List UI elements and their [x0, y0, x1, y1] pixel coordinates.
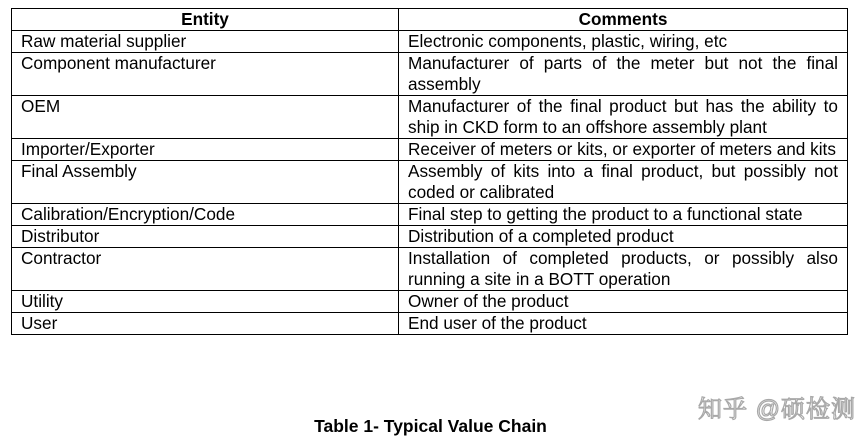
comment-cell: Installation of completed products, or possibly also running a site in a BOTT operation	[399, 248, 848, 291]
table-row	[12, 248, 848, 291]
comment-cell: Distribution of a completed product	[399, 226, 848, 248]
entity-cell: OEM	[12, 96, 399, 139]
entity-cell: Raw material supplier	[12, 31, 399, 53]
entity-cell: User	[12, 313, 399, 335]
comment-cell: Assembly of kits into a final product, but possibly not coded or calibrated	[399, 161, 848, 204]
comment-cell: Electronic components, plastic, wiring, etc	[399, 31, 848, 53]
comment-cell: Manufacturer of the final product but has the ability to ship in CKD form to an offshore assembly plant	[399, 96, 848, 139]
entity-cell: Component manufacturer	[12, 53, 399, 96]
table-row	[12, 313, 848, 335]
table-row	[12, 53, 848, 96]
watermark: 知乎 @硕检测	[698, 396, 857, 423]
entity-cell: Utility	[12, 291, 399, 313]
value-chain-table	[11, 8, 848, 335]
table-caption	[0, 415, 865, 437]
entity-cell: Contractor	[12, 248, 399, 291]
table-row	[12, 96, 848, 139]
table-row	[12, 139, 848, 161]
table-header-row	[12, 9, 848, 31]
comment-cell: End user of the product	[399, 313, 848, 335]
table-caption-text: Table 1- Typical Value Chain	[314, 416, 547, 436]
header-comments: Comments	[399, 9, 848, 31]
value-chain-table-wrapper	[11, 8, 847, 335]
table-row	[12, 291, 848, 313]
comment-cell: Receiver of meters or kits, or exporter of meters and kits	[399, 139, 848, 161]
comment-cell: Final step to getting the product to a functional state	[399, 204, 848, 226]
table-row	[12, 31, 848, 53]
entity-cell: Importer/Exporter	[12, 139, 399, 161]
table-row	[12, 161, 848, 204]
table-row	[12, 226, 848, 248]
entity-cell: Final Assembly	[12, 161, 399, 204]
table-row	[12, 204, 848, 226]
header-entity: Entity	[12, 9, 399, 31]
comment-cell: Owner of the product	[399, 291, 848, 313]
entity-cell: Distributor	[12, 226, 399, 248]
comment-cell: Manufacturer of parts of the meter but not the final assembly	[399, 53, 848, 96]
entity-cell: Calibration/Encryption/Code	[12, 204, 399, 226]
